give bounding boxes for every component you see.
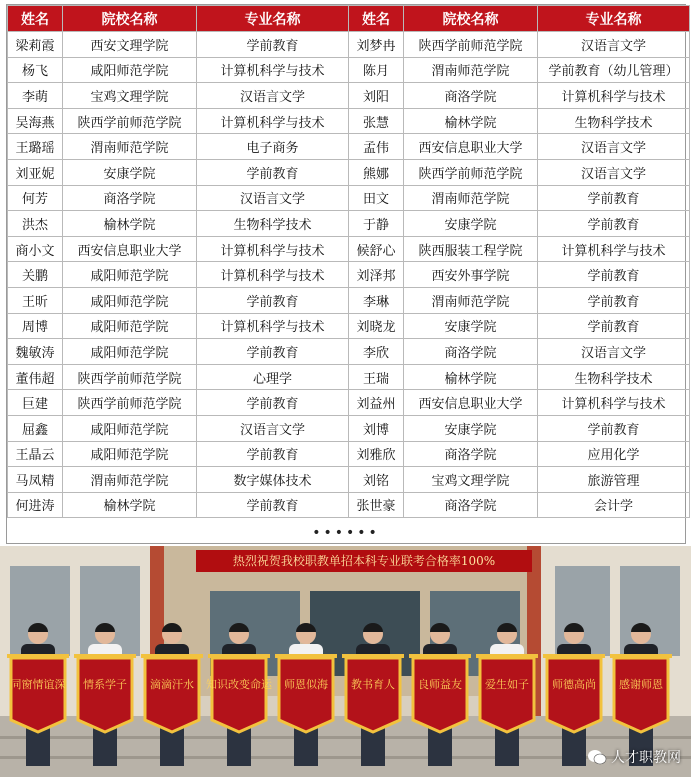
pennant-text: 感谢师恩 [619, 678, 663, 691]
school-name-cell: 西安信息职业大学 [404, 390, 538, 416]
school-name-cell: 陕西学前师范学院 [63, 364, 197, 390]
column-header: 院校名称 [404, 6, 538, 32]
table-row [8, 83, 690, 109]
student-name-cell: 候舒心 [349, 236, 404, 262]
student-name-cell: 刘亚妮 [8, 159, 63, 185]
major-name-cell: 学前教育 [197, 32, 349, 58]
school-name-cell: 咸阳师范学院 [63, 313, 197, 339]
student-name-cell: 魏敏涛 [8, 339, 63, 365]
school-name-cell: 咸阳师范学院 [63, 339, 197, 365]
major-name-cell: 学前教育（幼儿管理） [538, 57, 690, 83]
school-name-cell: 咸阳师范学院 [63, 415, 197, 441]
school-name-cell: 商洛学院 [404, 441, 538, 467]
school-name-cell: 榆林学院 [404, 108, 538, 134]
table-row [8, 211, 690, 237]
major-name-cell: 学前教育 [538, 211, 690, 237]
table-row [8, 185, 690, 211]
student-name-cell: 李欣 [349, 339, 404, 365]
student-name-cell: 刘雅欣 [349, 441, 404, 467]
major-name-cell: 汉语言文学 [197, 83, 349, 109]
major-name-cell: 计算机科学与技术 [538, 83, 690, 109]
major-name-cell: 学前教育 [197, 287, 349, 313]
student-name-cell: 王晶云 [8, 441, 63, 467]
admission-table-container [6, 4, 686, 544]
school-name-cell: 咸阳师范学院 [63, 441, 197, 467]
school-name-cell: 渭南师范学院 [63, 467, 197, 493]
student-name-cell: 李琳 [349, 287, 404, 313]
school-name-cell: 榆林学院 [63, 492, 197, 518]
major-name-cell: 学前教育 [538, 313, 690, 339]
student-name-cell: 杨飞 [8, 57, 63, 83]
school-name-cell: 安康学院 [404, 415, 538, 441]
column-header: 专业名称 [197, 6, 349, 32]
school-name-cell: 陕西学前师范学院 [63, 390, 197, 416]
school-name-cell: 陕西学前师范学院 [63, 108, 197, 134]
student-name-cell: 孟伟 [349, 134, 404, 160]
school-name-cell: 商洛学院 [63, 185, 197, 211]
wechat-icon [587, 749, 607, 765]
pennant [74, 654, 136, 732]
school-name-cell: 渭南师范学院 [404, 57, 538, 83]
school-name-cell: 咸阳师范学院 [63, 57, 197, 83]
column-header: 院校名称 [63, 6, 197, 32]
graduation-photo [0, 546, 691, 777]
school-name-cell: 西安文理学院 [63, 32, 197, 58]
major-name-cell: 生物科学技术 [197, 211, 349, 237]
pennant-text: 爱生如子 [485, 678, 529, 691]
major-name-cell: 生物科学技术 [538, 364, 690, 390]
student-name-cell: 刘益州 [349, 390, 404, 416]
table-row [8, 287, 690, 313]
table-row [8, 492, 690, 518]
pennant [409, 654, 471, 732]
table-row [8, 364, 690, 390]
pennant [275, 654, 337, 732]
pennant-text: 知识改变命运 [206, 678, 272, 691]
pennant-text: 教书育人 [351, 678, 395, 691]
congratulation-banner: 热烈祝贺我校职教单招本科专业联考合格率100% [196, 550, 532, 572]
major-name-cell: 汉语言文学 [538, 159, 690, 185]
school-name-cell: 商洛学院 [404, 339, 538, 365]
school-name-cell: 西安外事学院 [404, 262, 538, 288]
school-name-cell: 安康学院 [404, 313, 538, 339]
pennant-text: 师德高尚 [552, 678, 596, 691]
student-name-cell: 田文 [349, 185, 404, 211]
school-name-cell: 西安信息职业大学 [404, 134, 538, 160]
major-name-cell: 汉语言文学 [197, 415, 349, 441]
student-name-cell: 刘博 [349, 415, 404, 441]
major-name-cell: 应用化学 [538, 441, 690, 467]
major-name-cell: 汉语言文学 [197, 185, 349, 211]
student-name-cell: 李萌 [8, 83, 63, 109]
student-name-cell: 商小文 [8, 236, 63, 262]
school-name-cell: 咸阳师范学院 [63, 287, 197, 313]
student-name-cell: 于静 [349, 211, 404, 237]
pennant [206, 654, 273, 732]
student-name-cell: 何进涛 [8, 492, 63, 518]
photo-illustration [0, 546, 691, 777]
major-name-cell: 汉语言文学 [538, 32, 690, 58]
pennant [342, 654, 404, 732]
student-name-cell: 刘晓龙 [349, 313, 404, 339]
table-row [8, 441, 690, 467]
column-header: 姓名 [8, 6, 63, 32]
student-name-cell: 熊娜 [349, 159, 404, 185]
column-header: 姓名 [349, 6, 404, 32]
watermark [587, 747, 681, 767]
major-name-cell: 电子商务 [197, 134, 349, 160]
table-row [8, 236, 690, 262]
student-name-cell: 屈鑫 [8, 415, 63, 441]
major-name-cell: 计算机科学与技术 [197, 262, 349, 288]
table-row [8, 32, 690, 58]
student-name-cell: 巨建 [8, 390, 63, 416]
continuation-dots: •••••• [312, 525, 380, 541]
pennant-text: 情系学子 [83, 678, 127, 691]
major-name-cell: 会计学 [538, 492, 690, 518]
table-row [8, 467, 690, 493]
major-name-cell: 计算机科学与技术 [197, 57, 349, 83]
student-name-cell: 梁莉霞 [8, 32, 63, 58]
student-name-cell: 何芳 [8, 185, 63, 211]
table-header-row [8, 6, 690, 32]
table-row [8, 415, 690, 441]
table-row [8, 159, 690, 185]
major-name-cell: 计算机科学与技术 [538, 390, 690, 416]
major-name-cell: 学前教育 [197, 159, 349, 185]
school-name-cell: 安康学院 [63, 159, 197, 185]
school-name-cell: 渭南师范学院 [404, 287, 538, 313]
major-name-cell: 学前教育 [197, 441, 349, 467]
school-name-cell: 宝鸡文理学院 [63, 83, 197, 109]
student-name-cell: 洪杰 [8, 211, 63, 237]
school-name-cell: 榆林学院 [404, 364, 538, 390]
major-name-cell: 汉语言文学 [538, 134, 690, 160]
major-name-cell: 心理学 [197, 364, 349, 390]
admission-table [7, 5, 690, 518]
school-name-cell: 榆林学院 [63, 211, 197, 237]
student-name-cell: 董伟超 [8, 364, 63, 390]
table-row [8, 134, 690, 160]
major-name-cell: 数字媒体技术 [197, 467, 349, 493]
pennant [610, 654, 672, 732]
pennant-text: 滴滴汗水 [150, 678, 194, 691]
major-name-cell: 学前教育 [197, 390, 349, 416]
pennant [7, 654, 69, 732]
major-name-cell: 旅游管理 [538, 467, 690, 493]
school-name-cell: 陕西服装工程学院 [404, 236, 538, 262]
school-name-cell: 渭南师范学院 [63, 134, 197, 160]
school-name-cell: 西安信息职业大学 [63, 236, 197, 262]
pennant-text: 师恩似海 [284, 678, 328, 691]
table-row [8, 57, 690, 83]
student-name-cell: 张世豪 [349, 492, 404, 518]
table-row [8, 108, 690, 134]
major-name-cell: 学前教育 [538, 415, 690, 441]
school-name-cell: 商洛学院 [404, 83, 538, 109]
student-name-cell: 刘阳 [349, 83, 404, 109]
student-name-cell: 马凤精 [8, 467, 63, 493]
pennant [476, 654, 538, 732]
pennant-text: 同窗情谊深 [10, 678, 66, 691]
student-name-cell: 刘梦冉 [349, 32, 404, 58]
watermark-text: 人才职教网 [611, 750, 681, 766]
student-name-cell: 王昕 [8, 287, 63, 313]
student-name-cell: 吴海燕 [8, 108, 63, 134]
school-name-cell: 陕西学前师范学院 [404, 159, 538, 185]
school-name-cell: 安康学院 [404, 211, 538, 237]
major-name-cell: 汉语言文学 [538, 339, 690, 365]
student-name-cell: 关鹏 [8, 262, 63, 288]
student-name-cell: 王璐瑶 [8, 134, 63, 160]
table-row [8, 339, 690, 365]
major-name-cell: 学前教育 [197, 492, 349, 518]
student-name-cell: 陈月 [349, 57, 404, 83]
table-row [8, 262, 690, 288]
pennant [543, 654, 605, 732]
student-name-cell: 刘泽邦 [349, 262, 404, 288]
school-name-cell: 宝鸡文理学院 [404, 467, 538, 493]
pennant [141, 654, 203, 732]
column-header: 专业名称 [538, 6, 690, 32]
student-name-cell: 周博 [8, 313, 63, 339]
pennant-text: 良师益友 [418, 678, 462, 691]
table-row [8, 390, 690, 416]
school-name-cell: 咸阳师范学院 [63, 262, 197, 288]
school-name-cell: 陕西学前师范学院 [404, 32, 538, 58]
major-name-cell: 学前教育 [538, 185, 690, 211]
major-name-cell: 计算机科学与技术 [197, 313, 349, 339]
student-name-cell: 刘铭 [349, 467, 404, 493]
student-name-cell: 王瑞 [349, 364, 404, 390]
major-name-cell: 学前教育 [538, 287, 690, 313]
student-name-cell: 张慧 [349, 108, 404, 134]
major-name-cell: 计算机科学与技术 [197, 236, 349, 262]
school-name-cell: 商洛学院 [404, 492, 538, 518]
table-row [8, 313, 690, 339]
major-name-cell: 生物科学技术 [538, 108, 690, 134]
major-name-cell: 计算机科学与技术 [538, 236, 690, 262]
major-name-cell: 学前教育 [538, 262, 690, 288]
school-name-cell: 渭南师范学院 [404, 185, 538, 211]
major-name-cell: 计算机科学与技术 [197, 108, 349, 134]
major-name-cell: 学前教育 [197, 339, 349, 365]
